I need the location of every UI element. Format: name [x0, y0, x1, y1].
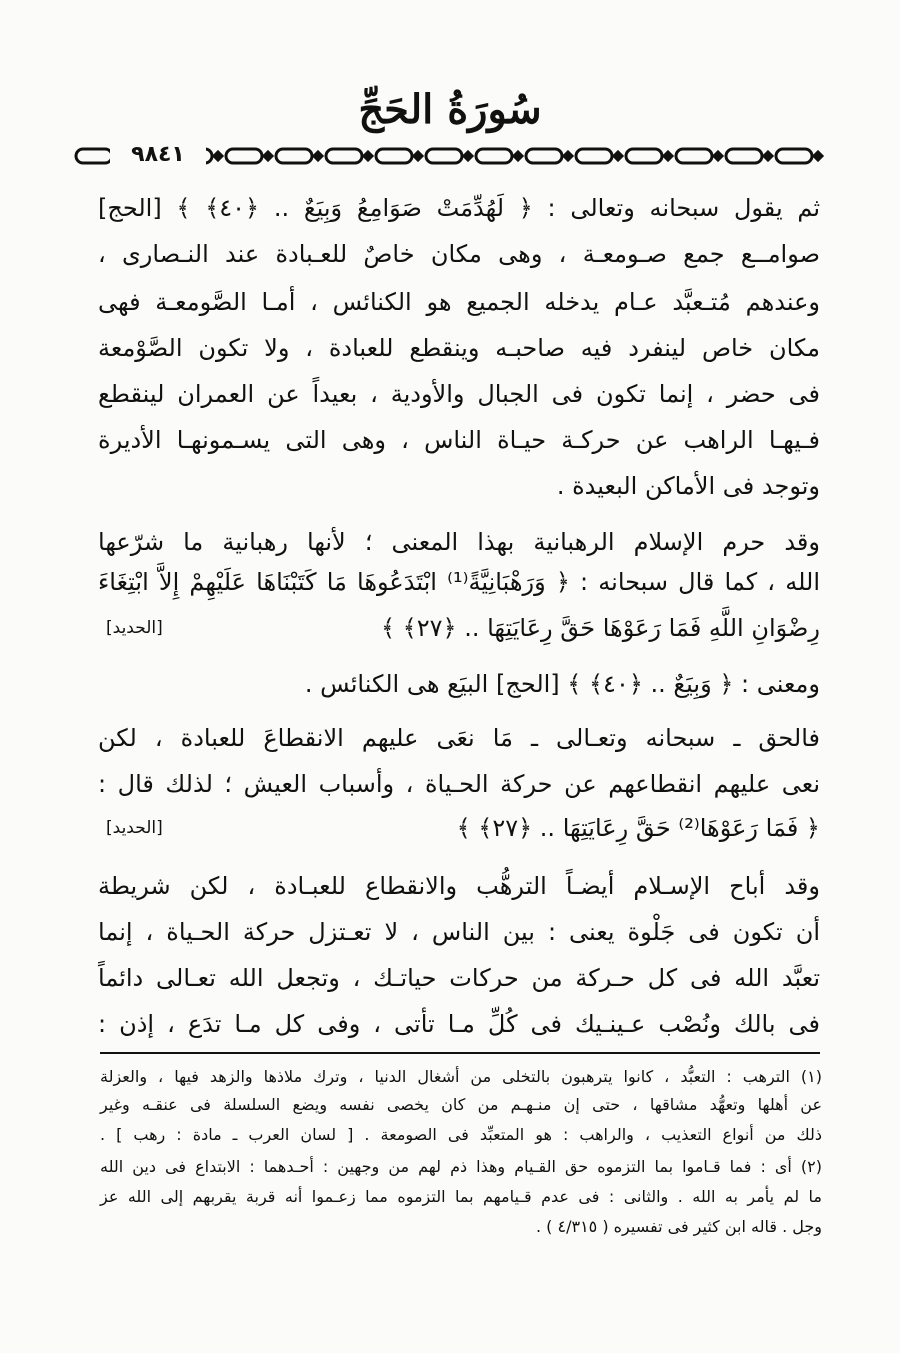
body-line: ومعنى : ﴿ وَبِيَعٌ .. ﴿٤٠﴾ ﴾ [الحج] البيَع هى الكنائس . — [304, 670, 820, 698]
body-line: فى حضر ، إنما تكون فى الجبال والأودية ، بعيداً عن العمران لينقطع — [98, 380, 820, 408]
chain-diamond — [514, 152, 522, 160]
chain-link — [376, 149, 412, 163]
chain-diamond — [664, 152, 672, 160]
chain-diamond — [364, 152, 372, 160]
chain-link — [726, 149, 762, 163]
chain-diamond — [314, 152, 322, 160]
quran-line: ﴿ فَمَا رَعَوْهَا⁽²⁾ حَقَّ رِعَايَتِهَا .. ﴿٢٧﴾ ﴾ — [456, 814, 820, 842]
chain-diamond — [764, 152, 772, 160]
body-line: وقد أباح الإسـلام أيضـاً الترهُّب والانقطاع للعبـادة ، لكن شريطة — [98, 872, 820, 900]
chain-link — [676, 149, 712, 163]
chain-link — [276, 149, 312, 163]
chain-link — [226, 149, 262, 163]
quran-line: الله ، كما قال سبحانه : ﴿ وَرَهْبَانِيَّةً⁽¹⁾ ابْتَدَعُوهَا مَا كَتَبْنَاهَا عَلَيْهِمْ إِلاَّ ابْتِغَاءَ — [98, 568, 821, 596]
chain-link — [576, 149, 612, 163]
chain-diamond — [214, 152, 222, 160]
footnote-line: ما لم يأمر به الله . والثانى : فى عدم قـيامهم بما التزموه مما زعـموا أنه قربة يقربهم إلى الله عز — [100, 1187, 822, 1206]
body-line: ثم يقول سبحانه وتعالى : ﴿ لَهُدِّمَتْ صَوَامِعُ وَبِيَعٌ .. ﴿٤٠﴾ ﴾ [الحج] — [98, 194, 820, 222]
body-line: وتوجد فى الأماكن البعيدة . — [556, 472, 820, 500]
chain-link — [626, 149, 662, 163]
chain-link — [476, 149, 512, 163]
footnote-divider — [100, 1052, 820, 1054]
body-line: فالحق ـ سبحانه وتعـالى ـ مَا نعَى عليهم الانقطاعَ للعبادة ، لكن — [98, 724, 820, 752]
chain-link — [76, 149, 112, 163]
chain-link — [326, 149, 362, 163]
body-line: أن تكون فى جَلْوة يعنى : بين الناس ، لا تعـتزل حركة الحـياة ، إنما — [98, 918, 820, 946]
footnote-line: ذلك من أنواع التعذيب ، والراهب : هو المتعبِّد فى الصومعة . [ لسان العرب ـ مادة : رهب ] . — [100, 1125, 822, 1144]
body-line: صوامــع جمع صـومعـة ، وهى مكان خاصٌ للعـبادة عند النـصارى ، — [98, 240, 820, 268]
chain-diamond — [714, 152, 722, 160]
body-line: فـيهـا الراهب عن حركـة حيـاة الناس ، وهى التى يسـمونهـا الأديرة — [98, 426, 820, 454]
footnote-line: (١) الترهب : التعبُّد ، كانوا يترهبون بالتخلى من أشغال الدنيا ، وترك ملاذها والزهد فيها ، والعزلة — [100, 1067, 822, 1086]
footnote-line: عن أهلها وتعهُّد مشاقها ، حتى إن منـهـم من كان يخصى نفسه ويضع السلسلة فى عنقـه وغير — [100, 1095, 822, 1114]
footnote-line: (٢) أى : فما قـاموا بما التزموه حق القـيام وهذا ذم لهم من وجهين : أحـدهما : الابتداع فى دين الله — [100, 1157, 822, 1176]
surah-title: سُورَةُ الحَجِّ — [358, 86, 542, 133]
body-line: وعندهم مُتـعبَّد عـام يدخله الجميع هو الكنائس ، أمـا الصَّومعـة فهى — [98, 288, 820, 316]
body-line: نعى عليهم انقطاعهم عن حركة الحـياة ، وأسباب العيش ؛ لذلك قال : — [98, 770, 820, 798]
chain-diamond — [564, 152, 572, 160]
chain-diamond — [464, 152, 472, 160]
chain-link — [776, 149, 812, 163]
body-line: فى بالك ونُصْب عـينـيك فى كُلِّ مـا تأتى ، وفى كل مـا تدَع ، إذن : — [98, 1010, 820, 1038]
body-line: تعبَّد الله فى كل حـركة من حركات حياتـك ، وتجعل الله تعـالى دائماً — [98, 964, 820, 992]
chain-diamond — [614, 152, 622, 160]
chain-link — [526, 149, 562, 163]
source-reference: [الحديد] — [106, 818, 163, 838]
footnote-line: وجل . قاله ابن كثير فى تفسيره ( ٤/٣١٥ ) . — [535, 1217, 822, 1236]
quran-line: رِضْوَانِ اللَّهِ فَمَا رَعَوْهَا حَقَّ رِعَايَتِهَا .. ﴿٢٧﴾ ﴾ — [380, 614, 820, 642]
page-number: ٩٨٤١ — [110, 137, 206, 173]
chain-diamond — [264, 152, 272, 160]
chain-link — [426, 149, 462, 163]
body-line: وقد حرم الإسلام الرهبانية بهذا المعنى ؛ لأنها رهبانية ما شرّعها — [98, 528, 820, 556]
chain-diamond — [814, 152, 822, 160]
body-line: مكان خاص لينفرد فيه صاحبـه وينقطع للعبادة ، ولا تكون الصَّوْمعة — [98, 334, 820, 362]
chain-diamond — [414, 152, 422, 160]
source-reference: [الحديد] — [106, 618, 163, 638]
